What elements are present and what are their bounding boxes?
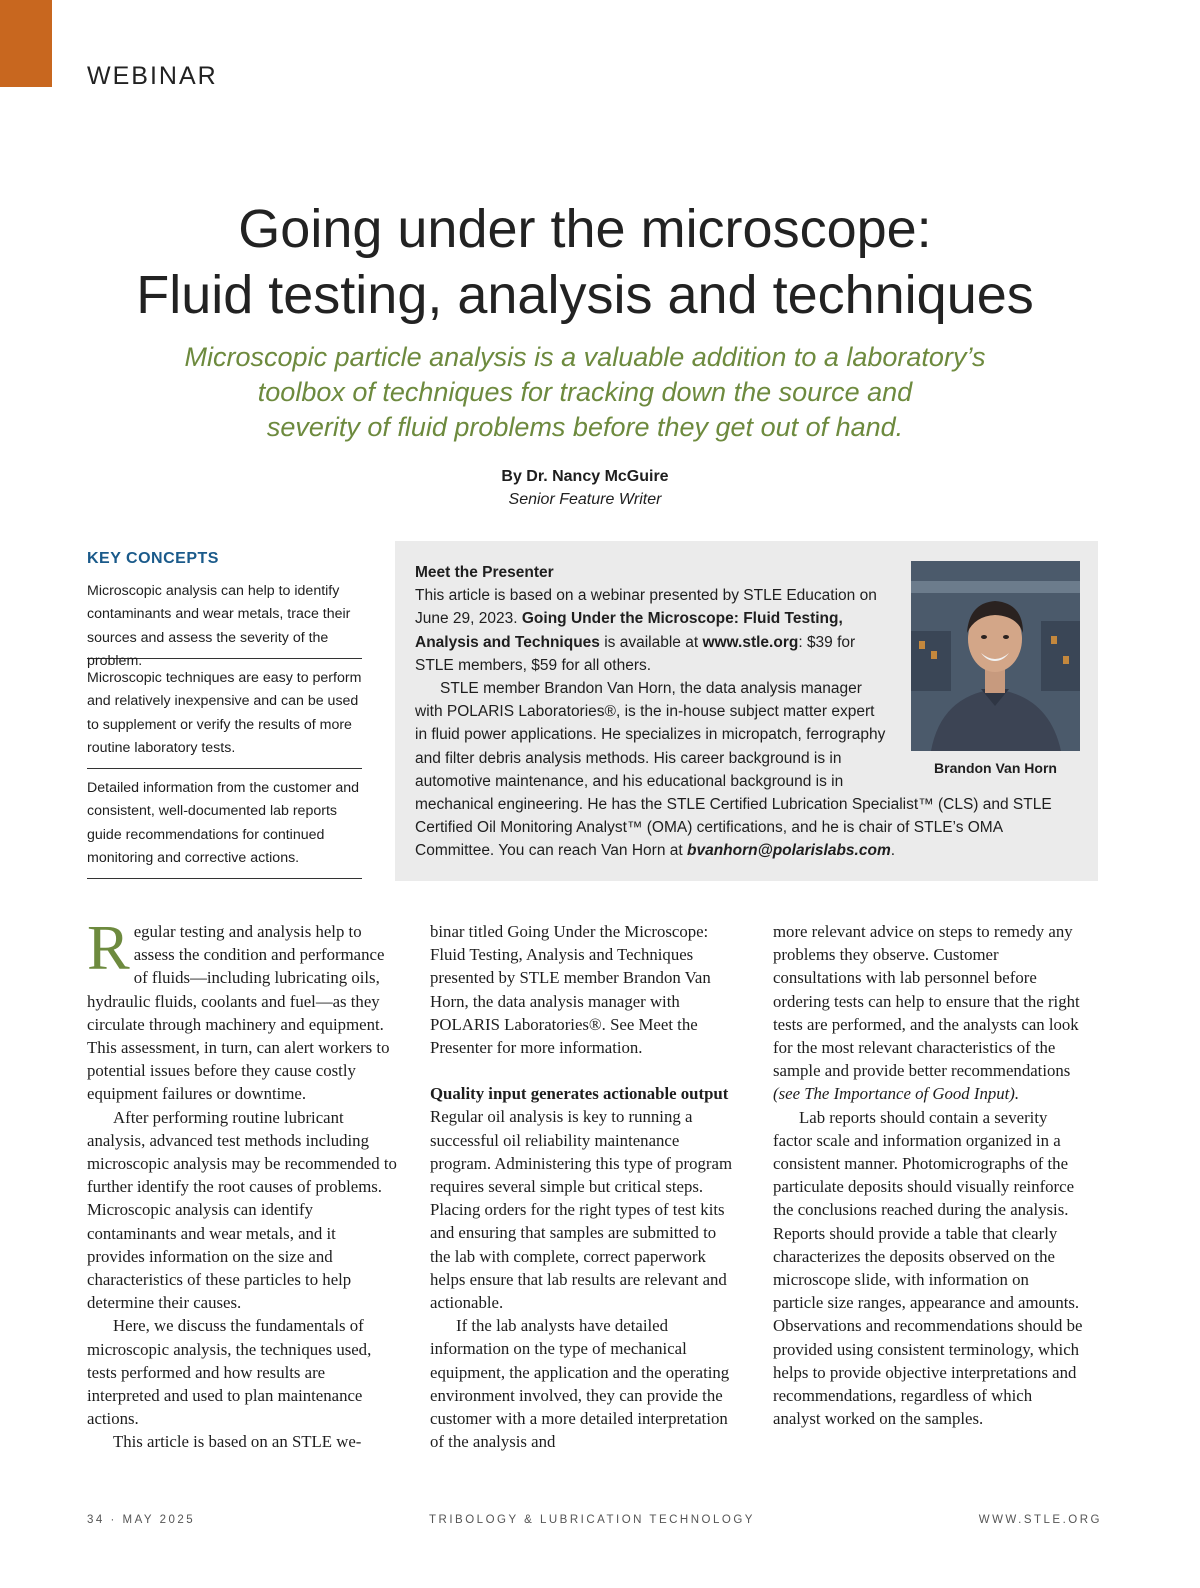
presenter-email-link[interactable]: bvanhorn@polarislabs.com xyxy=(686,842,891,860)
article-title-line2: Fluid testing, analysis and techniques xyxy=(136,265,1034,325)
photo-caption: Brandon Van Horn xyxy=(934,760,1057,776)
body-paragraph: This article is based on an STLE we- xyxy=(113,1432,362,1452)
body-column-1 xyxy=(87,912,397,1454)
article-title-line1: Going under the microscope: xyxy=(238,199,932,259)
key-concepts-title: KEY CONCEPTS xyxy=(87,550,219,567)
body-paragraph: If the lab analysts have detailed information on the type of mechanical equipment, the application and the operating environment involved, they can provide the customer with a more detailed interpretation of the analysis and xyxy=(430,1316,730,1452)
body-paragraph: Regular oil analysis is key to running a successful oil reliability maintenance program. Administering this type of program requires several simple but critical steps. Placing orders for the right types of test kits and ensuring that samples are submitted to the lab with complete, correct paperwork helps ensure that lab results are relevant and actionable. xyxy=(430,1107,733,1313)
subtitle-line1: Microscopic particle analysis is a valuable addition to a laboratory’s xyxy=(184,342,986,372)
presenter-heading: Meet the Presenter xyxy=(415,564,554,581)
key-concept-item: Detailed information from the customer and consistent, well-documented lab reports guide recommendations for continued monitoring and corrective actions. xyxy=(87,777,362,879)
body-column-3 xyxy=(773,920,1083,1430)
body-paragraph: more relevant advice on steps to remedy any problems they observe. Customer consultations with lab personnel before ordering tests can help to ensure that the right tests are performed, and the analysts can look for the most relevant characteristics of the sample and provide better recommendations xyxy=(773,922,1080,1081)
pricing-text: : $39 for STLE members, $59 for all others. xyxy=(415,633,856,674)
sidebar-reference: (see The Importance of Good Input). xyxy=(773,1084,1020,1104)
stle-link[interactable]: www.stle.org xyxy=(702,633,799,651)
availability-text: is available at xyxy=(599,633,703,651)
body-paragraph: binar titled Going Under the Microscope: Fluid Testing, Analysis and Techniques presented by STLE member Brandon Van Horn, the data analysis manager with POLARIS Laboratories®. See Meet the Presenter for more information. xyxy=(430,922,711,1058)
presenter-portrait-icon xyxy=(911,561,1080,751)
subtitle-line2: toolbox of techniques for tracking down the source and xyxy=(257,377,913,407)
footer-website[interactable]: WWW.STLE.ORG xyxy=(978,1514,1102,1526)
webinar-title: Going Under the Microscope: Fluid Testing, Analysis and Techniques xyxy=(415,610,843,651)
footer-publication: TRIBOLOGY & LUBRICATION TECHNOLOGY xyxy=(429,1514,755,1526)
body-paragraph: egular testing and analysis help to assess the condition and performance of fluids—including lubricating oils, hydraulic fluids, coolants and fuel—as they circulate through machinery and equipment. This assessment, in turn, can alert workers to potential issues before they cause costly equipment failures or downtime. xyxy=(87,922,390,1104)
section-label: WEBINAR xyxy=(87,62,218,90)
bio-end-punctuation: . xyxy=(890,842,896,860)
section-heading: Quality input generates actionable output xyxy=(430,1084,729,1104)
meet-the-presenter-box xyxy=(395,541,1098,881)
subtitle-line3: severity of fluid problems before they get out of hand. xyxy=(266,412,904,442)
body-paragraph: Lab reports should contain a severity factor scale and information organized in a consistent manner. Photomicrographs of the particulate deposits should visually reinforce the conclusions reached during the analysis. Reports should provide a table that clearly characterizes the deposits observed on the microscope slide, with information on particle size ranges, appearance and amounts. Observations and recommendations should be provided using consistent terminology, which helps to provide objective interpretations and recommendations, regardless of which analyst worked on the samples. xyxy=(773,1107,1083,1429)
presenter-bio: STLE member Brandon Van Horn, the data analysis manager with POLARIS Laboratories®, is the in-house subject matter expert in fluid power applications. He specializes in micropatch, ferrography and filter debris analysis methods. His career background is in automotive maintenance, and his educational background is in mechanical engineering. He has the STLE Certified Lubrication Specialist™ (CLS) and STLE Certified Oil Monitoring Analyst™ (OMA) certifications, and he is chair of STLE’s OMA Committee. You can reach Van Horn at xyxy=(415,680,1052,860)
presenter-photo xyxy=(911,561,1080,751)
body-column-2 xyxy=(430,920,740,1453)
author-byline: By Dr. Nancy McGuire xyxy=(501,468,669,485)
footer-page-date: 34 · MAY 2025 xyxy=(87,1514,196,1526)
body-paragraph: After performing routine lubricant analysis, advanced test methods including microscopic analysis may be recommended to further identify the root causes of problems. Microscopic analysis can identify contaminants and wear metals, and it provides information on the size and characteristics of these particles to help determine their causes. xyxy=(87,1107,397,1313)
key-concept-item: Microscopic analysis can help to identify contaminants and wear metals, trace their sources and assess the severity of the problem. xyxy=(87,580,362,659)
presenter-intro: This article is based on a webinar presented by STLE Education on June 29, 2023. xyxy=(415,587,877,628)
drop-cap: R xyxy=(87,912,130,983)
body-paragraph: Here, we discuss the fundamentals of microscopic analysis, the techniques used, tests performed and how results are interpreted and used to plan maintenance actions. xyxy=(87,1316,372,1429)
author-role: Senior Feature Writer xyxy=(508,491,662,508)
presenter-text xyxy=(415,561,1080,863)
accent-bar xyxy=(0,0,52,87)
key-concept-item: Microscopic techniques are easy to perform and relatively inexpensive and can be used to supplement or verify the results of more routine laboratory tests. xyxy=(87,667,362,769)
